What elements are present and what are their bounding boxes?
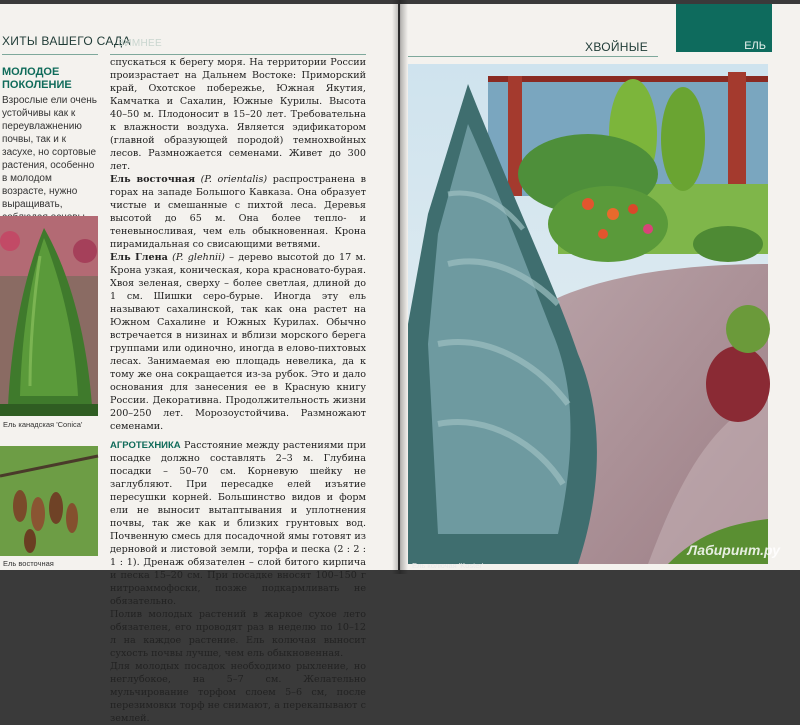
photo-conica <box>0 216 98 416</box>
latin-glehn-spruce: (P. glehnii) <box>172 252 225 263</box>
header-rule-right <box>408 56 658 57</box>
watermark-labirint: Лабиринт.ру <box>687 542 780 558</box>
photo-garden <box>408 64 768 564</box>
body-text <box>110 56 366 725</box>
paragraph-2-text: распространена в горах на западе Большого Кавказа. Она образует чистые и смешанные с пихтой леса. Деревья высотой до 65 м. Она более тепло- и теневыносливая, чем ель обыкновенная. Крона пирамидальная со свисающими ветвями. <box>110 174 366 250</box>
photo-cones <box>0 446 98 556</box>
sidebar-text: Взрослые ели очень устойчивы как к переувлажнению почвы, так и к засухе, но сортовые растения, особенно в молодом возрасте, нужно выращивать, <box>2 95 98 210</box>
agrotechnics-label: АГРОТЕХНИКА <box>110 440 181 451</box>
right-page <box>400 4 800 570</box>
photo-garden-caption: Ель колючая 'Koster' <box>412 561 484 570</box>
latin-oriental-spruce: (P. orientalis) <box>200 174 268 185</box>
paragraph-1: спускаться к берегу моря. На территории России произрастает на Дальнем Востоке: Приморский край, Охотское побережье, Южная Якутия, Камчатка и Сахалин, Южные Курилы. Высота 40–50 м. Плодоносит в 15–20 лет. Требовательна к влажности воздуха. Является эдификатором (главной образующей породой) темнохвойных лесов. Размножается семенами. Живет до 300 лет. <box>110 57 366 172</box>
photo-cones-caption: Ель восточная <box>3 559 54 568</box>
agrotechnics-text: Расстояние между растениями при посадке должно составлять 2–3 м. Глубина посадки – 50–70 см. Корневую шейку не заглубляют. При пересадке елей изъятие пересушки корней. Большинство видов и форм ели не выносит вытаптывания и уплотнения почвы, так же как и близких грунтовых вод. Почвенную смесь для посадочной ямы готовят из дерновой и листовой земли, торфа и песка (2 : 2 : 1 : 1). Дренаж обязателен – слой битого кирпича и песка 15–20 см. При посадке вносят 100–150 г нитроаммофоски, позже подкармливать не обязательно. <box>110 440 366 607</box>
agrotechnics-paragraph <box>110 439 366 608</box>
paragraph-watering: Полив молодых растений в жаркое сухое лето обязателен, его проводят раз в неделю по 10–12 л на каждое растение. Ель колючая выносит сухость почвы лучше, чем ель обыкновенная. <box>110 609 366 659</box>
sidebar-title-line-1: МОЛОДОЕ <box>2 66 60 78</box>
book-gutter <box>392 0 408 574</box>
header-rule-body <box>110 54 366 55</box>
left-page <box>0 4 398 724</box>
section-tab-label: ЕЛЬ <box>744 40 766 52</box>
paragraph-2 <box>110 173 366 251</box>
ghost-header-text: ЗИМНЕЕ <box>118 38 162 49</box>
paragraph-mulching: Для молодых посадок необходимо рыхление, но неглубокое, на 5–7 см. Желательно мульчирование торфом слоем 5–6 см, после перезимовки торф не снимают, а перекапывают с землей. <box>110 661 366 724</box>
term-glehn-spruce: Ель Глена <box>110 252 168 263</box>
term-oriental-spruce: Ель восточная <box>110 174 196 185</box>
header-rule-sidebar <box>2 54 98 55</box>
paragraph-3 <box>110 251 366 433</box>
photo-conica-caption: Ель канадская 'Conica' <box>3 420 83 429</box>
running-header-left: ХИТЫ ВАШЕГО САДА <box>2 34 131 48</box>
paragraph-3-text: – дерево высотой до 17 м. Крона узкая, коническая, кора красновато-бурая. Хвоя зеленая, сверху – более светлая, длиной до 1 см. Шишки серо-бурые. Иногда эту ель называют сахалинской, так как она растет на Южном Сахалине и Южных Курилах. Обычно встречается в низинах и вблизи морского берега группами или одиночно, иногда в елово-пихтовых лесах. Занимаемая ею площадь невелика, да к тому же она сокращается из-за рубок. Это и дало основания для занесения ее в Красную книгу России. Декоративна. Продолжительность жизни 200–250 лет. Морозоустойчива. Размножают семенами. <box>110 252 366 432</box>
sidebar-title-line-2: ПОКОЛЕНИЕ <box>2 79 72 91</box>
running-header-right: ХВОЙНЫЕ <box>585 40 648 54</box>
